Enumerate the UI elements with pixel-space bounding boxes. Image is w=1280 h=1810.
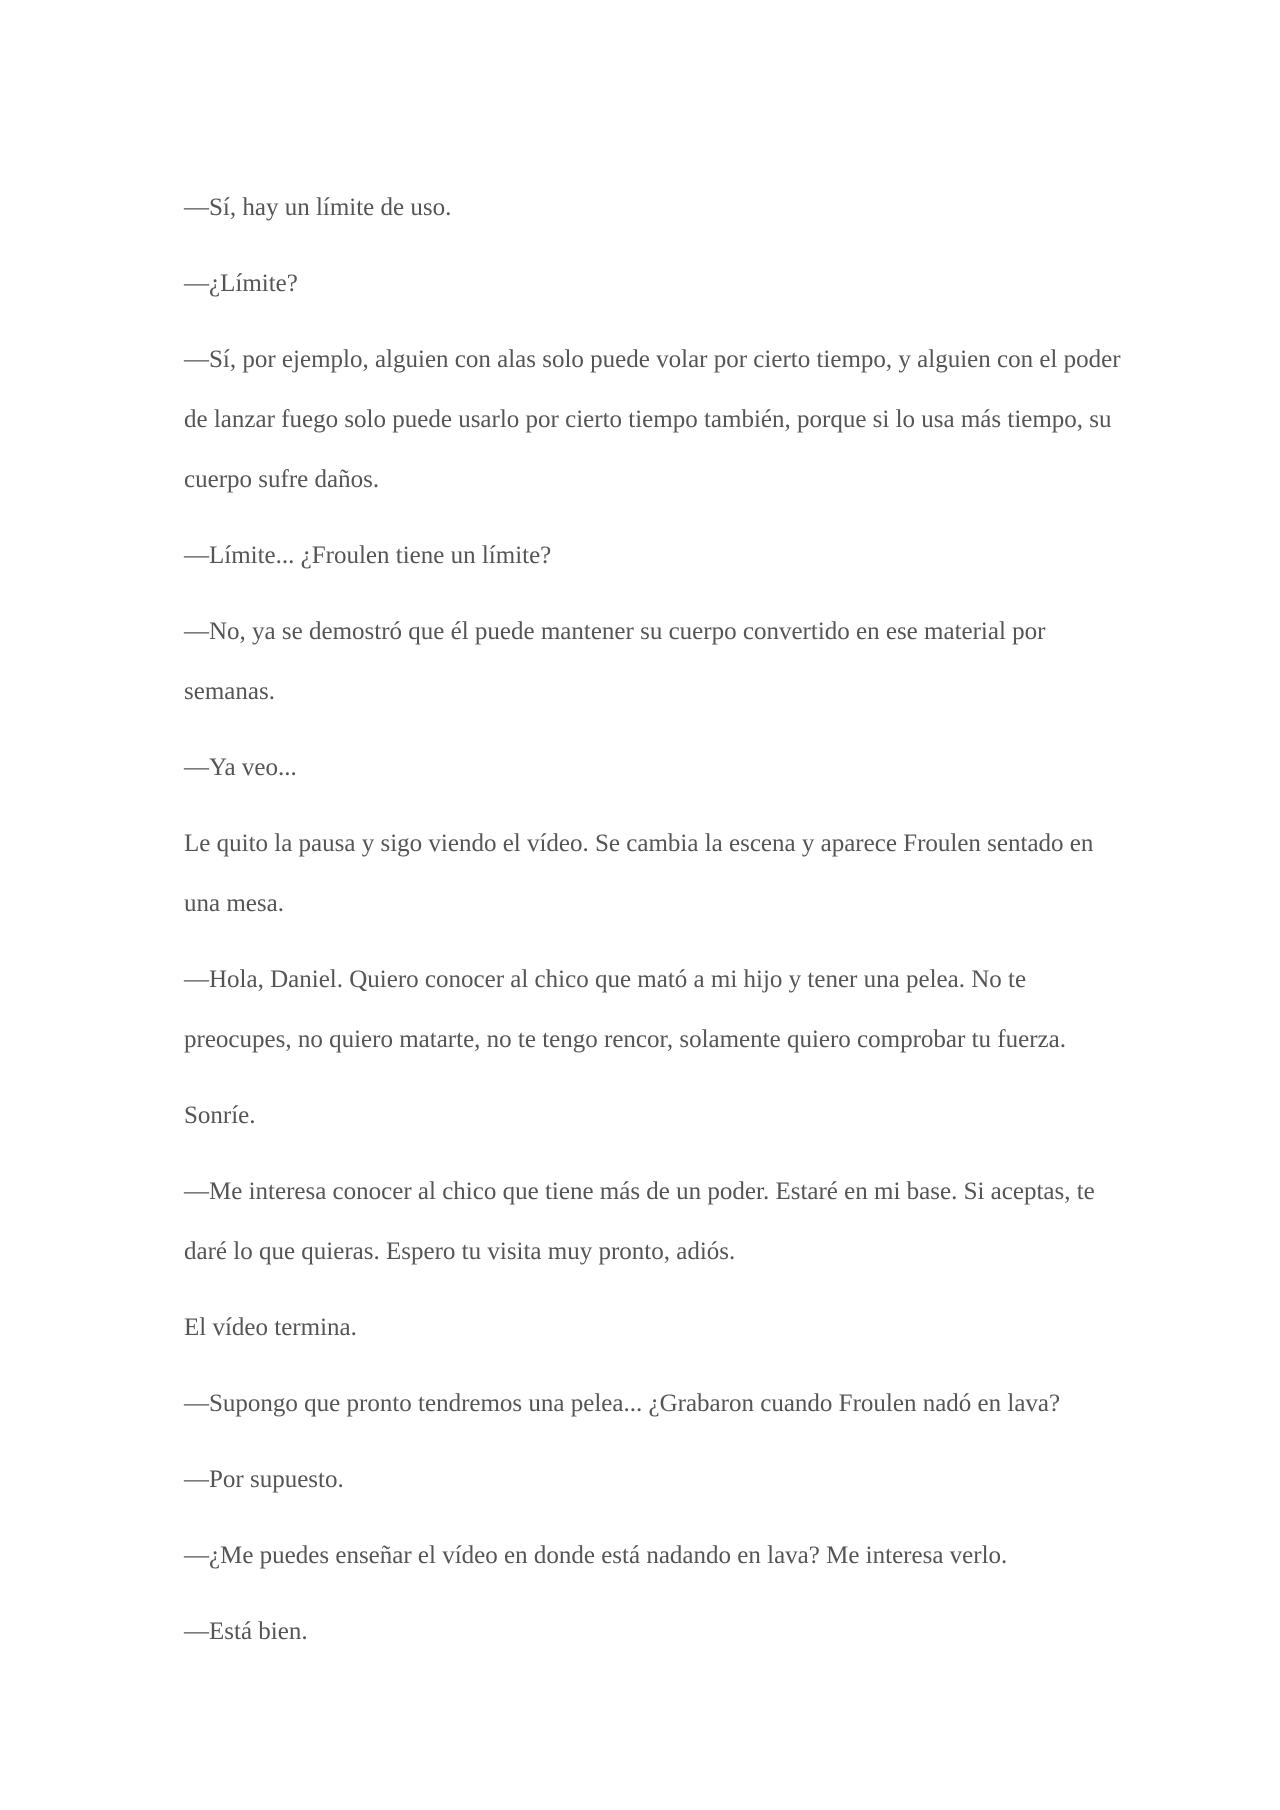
paragraph: —¿Límite?: [184, 270, 298, 297]
paragraph: —Está bien.: [184, 1618, 308, 1645]
paragraph: —Me interesa conocer al chico que tiene más de un poder. Estaré en mi base. Si aceptas, te daré lo que quieras. Espero tu visita muy pronto, adiós.: [184, 1178, 1095, 1265]
paragraph: —¿Me puedes enseñar el vídeo en donde está nadando en lava? Me interesa verlo.: [184, 1542, 1008, 1569]
paragraph: Sonríe.: [184, 1102, 256, 1129]
paragraph: El vídeo termina.: [184, 1314, 357, 1341]
paragraph: Le quito la pausa y sigo viendo el vídeo. Se cambia la escena y aparece Froulen sentado en una mesa.: [184, 830, 1094, 917]
paragraph: —Hola, Daniel. Quiero conocer al chico que mató a mi hijo y tener una pelea. No te preocupes, no quiero matarte, no te tengo rencor, solamente quiero comprobar tu fuerza.: [184, 966, 1066, 1053]
paragraph: —No, ya se demostró que él puede mantener su cuerpo convertido en ese material por semanas.: [184, 618, 1046, 705]
document-body: [184, 178, 1124, 1678]
paragraph: —Por supuesto.: [184, 1466, 344, 1493]
paragraph: —Ya veo...: [184, 754, 297, 781]
paragraph: —Supongo que pronto tendremos una pelea... ¿Grabaron cuando Froulen nadó en lava?: [184, 1390, 1061, 1417]
paragraph: —Sí, por ejemplo, alguien con alas solo puede volar por cierto tiempo, y alguien con el poder de lanzar fuego solo puede usarlo por cierto tiempo también, porque si lo usa más tiempo, su cuerpo sufre daños.: [184, 346, 1121, 493]
paragraph: —Sí, hay un límite de uso.: [184, 194, 452, 221]
paragraph: —Límite... ¿Froulen tiene un límite?: [184, 542, 552, 569]
